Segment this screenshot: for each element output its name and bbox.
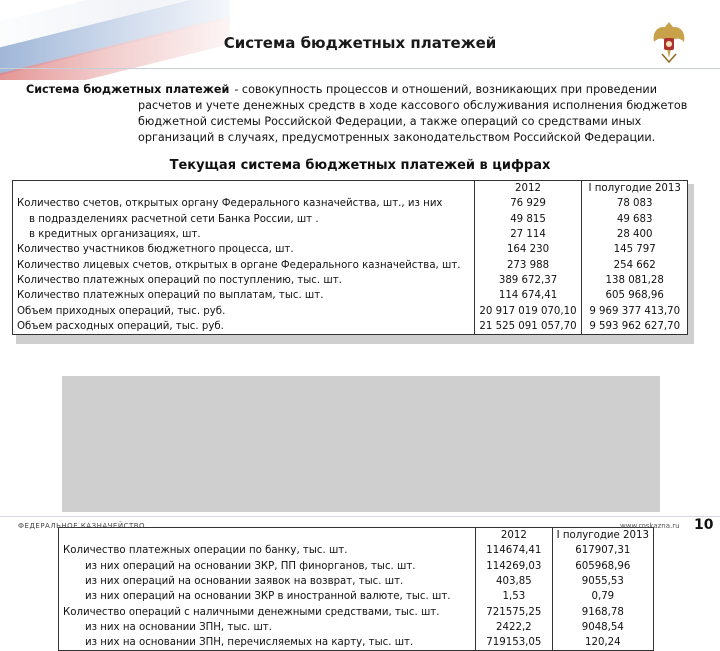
- intro-line-4: организаций в случаях, предусмотренных законодательством Российской Федерации.: [138, 131, 656, 144]
- treasury-emblem-icon: [650, 18, 688, 64]
- table-row: Количество платежных операции по банку, тыс. шт. 114674,41 617907,31: [59, 543, 654, 558]
- intro-definition: [26, 82, 694, 146]
- table-row: Количество лицевых счетов, открытых в органе Федерального казначейства, шт. 273 988 254 662: [13, 257, 688, 272]
- table2-shadow: [62, 376, 660, 512]
- header-divider: [0, 68, 720, 69]
- table-row: Количество платежных операций по выплатам, тыс. шт. 114 674,41 605 968,96: [13, 288, 688, 303]
- footer-website-link[interactable]: www.roskazna.ru: [620, 522, 680, 530]
- budget-stats-table: [12, 180, 688, 335]
- footer-org-name: ФЕДЕРАЛЬНОЕ КАЗНАЧЕЙСТВО: [18, 522, 146, 530]
- page-number: 10: [694, 517, 714, 533]
- bank-operations-table: [58, 527, 654, 651]
- table-header-row: [59, 527, 654, 543]
- page-title: Система бюджетных платежей: [223, 34, 497, 52]
- table-row: Объем расходных операций, тыс. руб. 21 525 091 057,70 9 593 962 627,70: [13, 319, 688, 335]
- table-row: Объем приходных операций, тыс. руб. 20 917 019 070,10 9 969 377 413,70: [13, 303, 688, 318]
- column-header-h1-2013: I полугодие 2013: [552, 527, 653, 543]
- table-row: Количество операций с наличными денежными средствами, тыс. шт. 721575,25 9168,78: [59, 604, 654, 619]
- table-row: Количество платежных операций по поступлению, тыс. шт. 389 672,37 138 081,28: [13, 273, 688, 288]
- intro-line-3: бюджетной системы Российской Федерации, а также операций со средствами иных: [138, 115, 642, 128]
- table-row: в кредитных организациях, шт. 27 114 28 400: [13, 227, 688, 242]
- table-row: из них операций на основании заявок на возврат, тыс. шт. 403,85 9055,53: [59, 574, 654, 589]
- column-header-2012: 2012: [474, 181, 582, 197]
- table-row: Количество счетов, открытых органу Федерального казначейства, шт., из них 76 929 78 083: [13, 196, 688, 211]
- column-header-h1-2013: I полугодие 2013: [582, 181, 688, 197]
- table-row: в подразделениях расчетной сети Банка России, шт . 49 815 49 683: [13, 212, 688, 227]
- table-row: из них операций на основании ЗКР, ПП финорганов, тыс. шт. 114269,03 605968,96: [59, 559, 654, 574]
- intro-term: Система бюджетных платежей: [26, 83, 230, 96]
- column-header-2012: 2012: [476, 527, 553, 543]
- table-header-row: [13, 181, 688, 197]
- footer-divider: [0, 516, 720, 517]
- intro-line-2: расчетов и учете денежных средств в ходе кассового обслуживания исполнения бюджетов: [138, 99, 688, 112]
- table-row: из них на основании ЗПН, перечисляемых на карту, тыс. шт. 719153,05 120,24: [59, 635, 654, 651]
- section-subtitle: Текущая система бюджетных платежей в цифрах: [169, 158, 551, 173]
- table-row: Количество участников бюджетного процесса, шт. 164 230 145 797: [13, 242, 688, 257]
- table-row: из них операций на основании ЗКР в иностранной валюте, тыс. шт. 1,53 0,79: [59, 589, 654, 604]
- intro-first-line: - совокупность процессов и отношений, возникающих при проведении: [234, 83, 657, 96]
- table-row: из них на основании ЗПН, тыс. шт. 2422,2 9048,54: [59, 620, 654, 635]
